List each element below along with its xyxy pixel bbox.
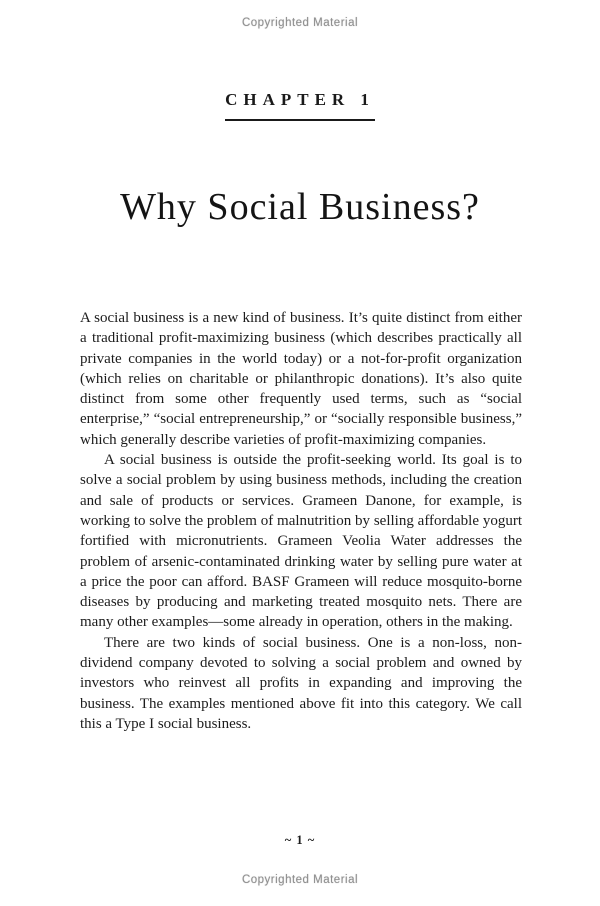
page-title: Why Social Business? bbox=[120, 186, 480, 229]
chapter-label: CHAPTER 1 bbox=[225, 90, 375, 121]
paragraph-2: A social business is outside the profit-seeking world. Its goal is to solve a social problem by using business methods, including the creation and sale of products or services. Grameen Danone, for example, is working to solve the problem of malnutrition by selling affordable yogurt fortified with micronutrients. Grameen Veolia Water addresses the problem of arsenic-contaminated drinking water by selling pure water at a price the poor can afford. BASF Grameen will reduce mosquito-borne diseases by producing and marketing treated mosquito nets. There are many other examples—some already in operation, others in the making. bbox=[80, 452, 522, 631]
body-text bbox=[80, 308, 522, 734]
copyright-notice-bottom: Copyrighted Material bbox=[241, 874, 359, 886]
chapter-heading bbox=[0, 90, 600, 121]
page-number: ~ 1 ~ bbox=[284, 833, 316, 847]
copyright-notice-top: Copyrighted Material bbox=[241, 17, 359, 29]
paragraph-3: There are two kinds of social business. One is a non-loss, non-dividend company devoted to solving a social problem and owned by investors who reinvest all profits in expanding and improving the business. The examples mentioned above fit into this category. We call this a Type I social business. bbox=[80, 634, 522, 732]
paragraph-1: A social business is a new kind of business. It’s quite distinct from either a traditional profit-maximizing business (which describes practically all private companies in the world today) or a not-for-profit organization (which relies on charitable or philanthropic donations). It’s also quite distinct from some other frequently used terms, such as “social enterprise,” “social entrepreneurship,” or “socially responsible business,” which generally describe varieties of profit-maximizing companies. bbox=[80, 310, 522, 448]
